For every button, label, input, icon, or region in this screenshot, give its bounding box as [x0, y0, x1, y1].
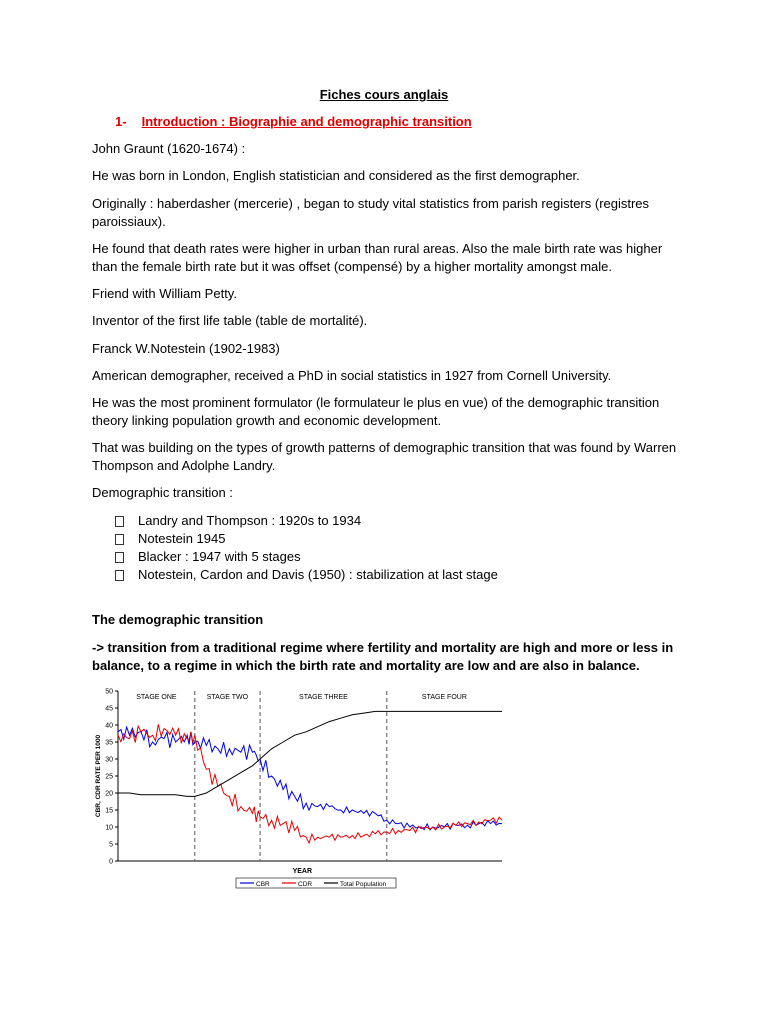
- y-tick-label: 45: [105, 705, 113, 713]
- checkbox-glyph-icon: [115, 534, 124, 545]
- y-tick-label: 10: [105, 824, 113, 832]
- stage-label: STAGE FOUR: [421, 694, 467, 701]
- demographic-transition-chart: [90, 683, 510, 895]
- paragraph: John Graunt (1620-1674) :: [92, 141, 246, 156]
- document-title: Fiches cours anglais: [319, 87, 449, 102]
- paragraph: He was the most prominent formulator (le formulateur le plus en vue) of the demographic transition theory linking population growth and economic development.: [92, 395, 660, 428]
- paragraph: American demographer, received a PhD in social statistics in 1927 from Cornell University.: [92, 368, 612, 383]
- section-number: 1-: [115, 114, 127, 129]
- y-axis-label: CBR, CDR RATE PER 1000: [95, 734, 102, 818]
- section-heading: [115, 114, 472, 129]
- bold-paragraph: -> transition from a traditional regime where fertility and mortality are high and more or less in balance, to a regime in which the birth rate and mortality are low and are also in balance.: [92, 640, 674, 673]
- paragraph: Demographic transition :: [92, 485, 233, 500]
- checkbox-glyph-icon: [115, 516, 124, 527]
- paragraph: Franck W.Notestein (1902-1983): [92, 341, 280, 356]
- paragraph: That was building on the types of growth patterns of demographic transition that was found by Warren Thompson and Adolphe Landry.: [92, 440, 677, 473]
- list-item: [115, 566, 498, 584]
- list-item: [115, 512, 498, 530]
- bullet-list: [115, 512, 498, 584]
- paragraph: Inventor of the first life table (table de mortalité).: [92, 313, 368, 328]
- legend-label: Total Population: [340, 881, 387, 888]
- list-item: [115, 530, 498, 548]
- y-tick-label: 15: [105, 807, 113, 815]
- paragraph: He found that death rates were higher in urban than rural areas. Also the male birth rate was higher than the female birth rate but it was offset (compensé) by a higher mortality amongst male.: [92, 241, 663, 274]
- x-axis-label: YEAR: [292, 868, 313, 875]
- y-tick-label: 0: [109, 858, 113, 866]
- y-tick-label: 50: [105, 688, 113, 696]
- chart-background: [90, 683, 510, 895]
- paragraph: Originally : haberdasher (mercerie) , began to study vital statistics from parish registers (registres paroissiaux).: [92, 196, 650, 229]
- y-tick-label: 35: [105, 739, 113, 747]
- list-item-text: Blacker : 1947 with 5 stages: [138, 549, 301, 564]
- paragraph: He was born in London, English statistician and considered as the first demographer.: [92, 168, 580, 183]
- legend-label: CBR: [256, 881, 270, 888]
- subheading: The demographic transition: [92, 612, 264, 627]
- y-tick-label: 40: [105, 722, 113, 730]
- list-item-text: Notestein, Cardon and Davis (1950) : stabilization at last stage: [138, 567, 498, 582]
- stage-label: STAGE TWO: [206, 694, 249, 701]
- y-tick-label: 5: [109, 841, 113, 849]
- y-tick-label: 20: [105, 790, 113, 798]
- list-item: [115, 548, 498, 566]
- checkbox-glyph-icon: [115, 570, 124, 581]
- paragraph: Friend with William Petty.: [92, 286, 237, 301]
- legend-label: CDR: [298, 881, 313, 888]
- list-item-text: Notestein 1945: [138, 531, 226, 546]
- stage-label: STAGE ONE: [136, 694, 177, 701]
- section-title: Introduction : Biographie and demographic transition: [141, 114, 472, 129]
- list-item-text: Landry and Thompson : 1920s to 1934: [138, 513, 362, 528]
- stage-label: STAGE THREE: [299, 694, 348, 701]
- y-tick-label: 30: [105, 756, 113, 764]
- checkbox-glyph-icon: [115, 552, 124, 563]
- chart-svg: [90, 683, 510, 895]
- y-tick-label: 25: [105, 773, 113, 781]
